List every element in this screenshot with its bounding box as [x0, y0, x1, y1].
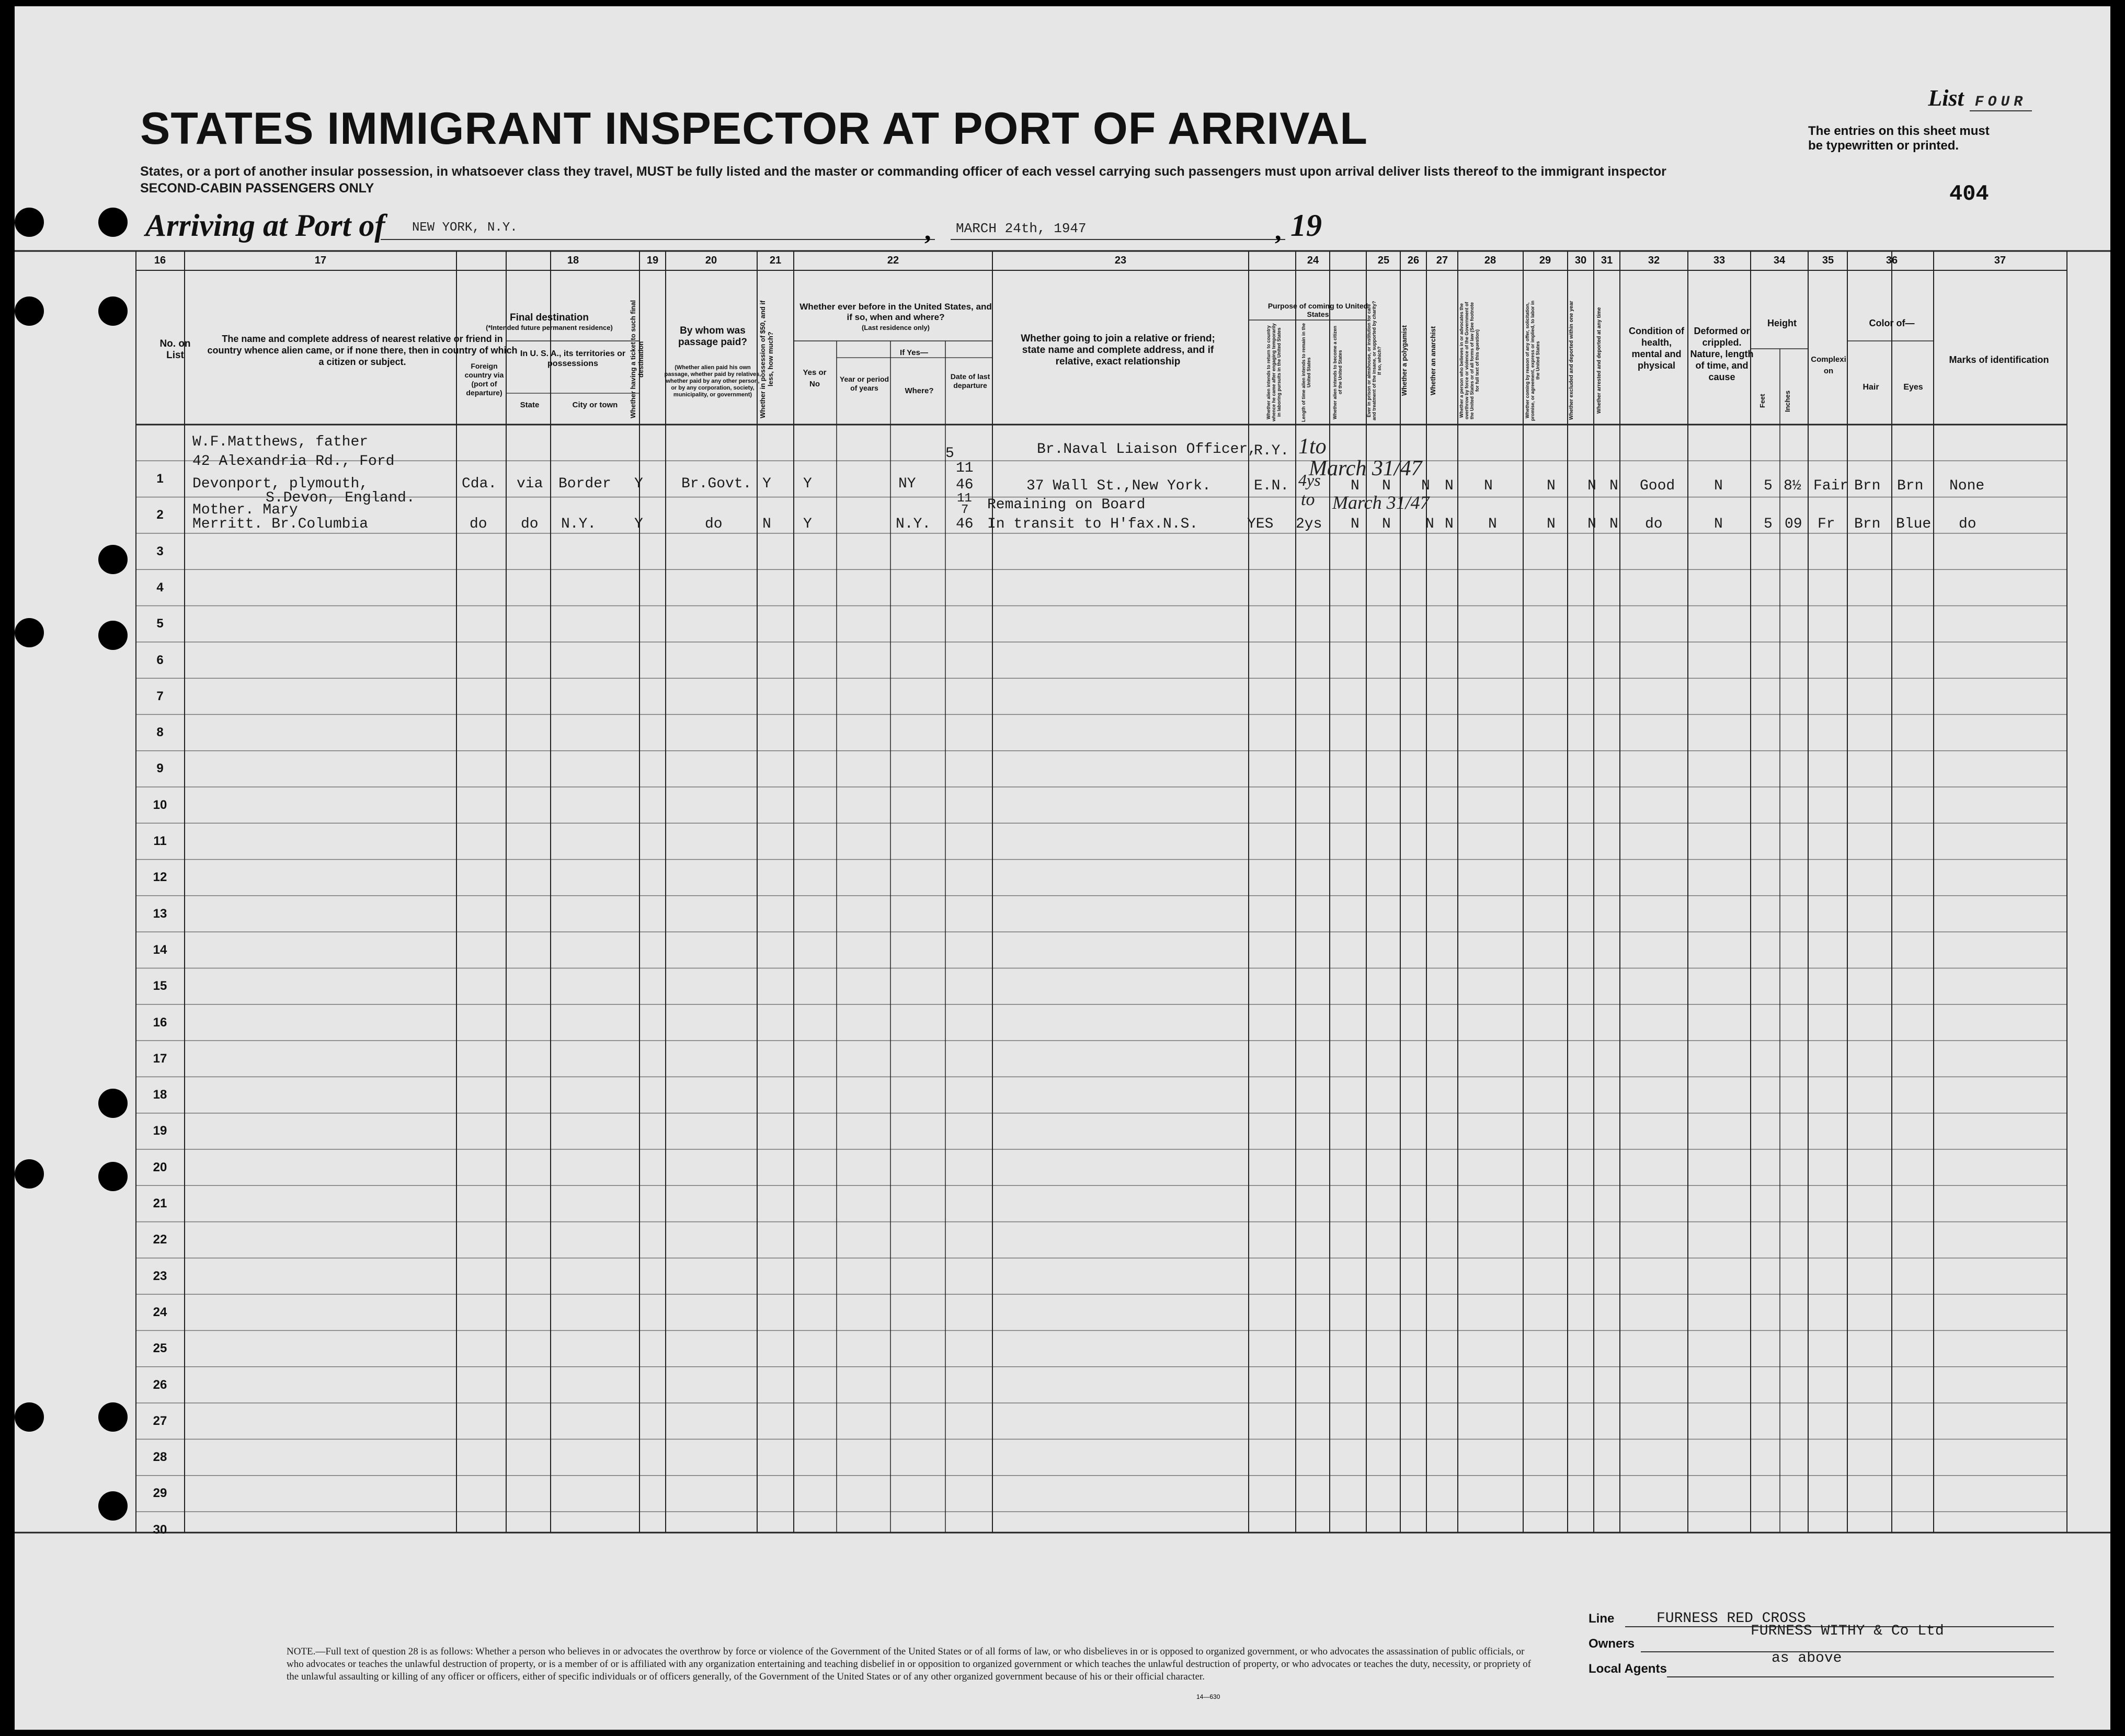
row-number: 26 — [153, 1377, 167, 1392]
column-number: 25 — [1377, 255, 1390, 266]
header-before-us: Whether ever before in the United States, and if so, when and where? — [799, 302, 992, 322]
header-col30: Whether excluded and deported within one year — [1569, 301, 1574, 420]
row-number: 18 — [153, 1088, 167, 1102]
header-nearest-relative: The name and complete address of nearest relative or friend in country whence alien came, or if none there, then in country of which a citizen or subject. — [207, 334, 518, 367]
column-number: 30 — [1574, 255, 1587, 266]
row-number: 19 — [153, 1124, 167, 1138]
row-number: 11 — [153, 834, 167, 848]
row-number: 22 — [153, 1232, 167, 1247]
row1-join-line2: 37 Wall St.,New York. — [1026, 478, 1211, 494]
row-number: 29 — [153, 1486, 167, 1501]
row2-inches: 09 — [1785, 516, 1802, 532]
column-number: 27 — [1436, 255, 1448, 266]
row-number: 8 — [156, 725, 164, 740]
arriving-label: Arriving at Port of — [145, 208, 385, 243]
row2-hair: Brn — [1854, 516, 1881, 532]
row1-feet: 5 — [1764, 478, 1773, 494]
row1-c30: N — [1587, 478, 1596, 494]
header-yes-or-no: Yes or No — [803, 368, 827, 389]
header-col27: Whether an anarchist — [1429, 326, 1437, 395]
row2-ticket: Y — [634, 516, 643, 532]
row-number: 14 — [153, 942, 167, 957]
row-number: 6 — [156, 653, 164, 667]
year-prefix: 19 — [1290, 208, 1322, 243]
row1-state: via — [517, 476, 543, 492]
row-number: 3 — [156, 544, 164, 558]
column-number: 26 — [1407, 255, 1420, 266]
row2-c25: N — [1351, 516, 1359, 532]
header-purpose: Purpose of coming to United States — [1267, 302, 1368, 318]
header-date-departure: Date of last departure — [950, 372, 990, 390]
header-col32: Condition of health, mental and physical — [1629, 326, 1684, 371]
row1-marks: None — [1949, 478, 1985, 494]
row2-state: do — [521, 516, 539, 532]
header-col36: Color of— — [1869, 318, 1915, 328]
form-subtitle: States, or a port of another insular possession, in whatsoever class they travel, MUST be fully listed and the master or commanding officer of each vessel carrying such passengers must upon arrival deliver lists thereof to the immigrant inspector SECOND-CABIN PASSENGERS ONLY — [140, 164, 1666, 196]
header-no-on-list: No. on List — [159, 338, 191, 361]
row-number: 13 — [153, 906, 167, 921]
row-number: 23 — [153, 1269, 167, 1283]
header-col33: Deformed or crippled. Nature, length of time, and cause — [1690, 326, 1754, 382]
column-number: 32 — [1648, 255, 1660, 266]
row2-c31: N — [1609, 516, 1618, 532]
row2-where: N.Y. — [896, 516, 931, 532]
row1-purpose-a2: E.N. — [1254, 478, 1289, 494]
row-number: 12 — [153, 870, 167, 885]
header-col37: Marks of identification — [1949, 355, 2049, 365]
row-number: 28 — [153, 1450, 167, 1465]
header-col29: Whether coming by reason of any offer, solicitation, promise, or agreement, express or implied, to labor in the United States — [1525, 300, 1540, 421]
row1-c28: N — [1484, 478, 1493, 494]
header-col25: Ever in prison or almshouse, or institution for care and treatment of the insane, or supported by charity? If so, which? — [1366, 301, 1382, 420]
column-number: 16 — [154, 255, 166, 266]
row2-marks: do — [1959, 516, 1977, 532]
row-number: 10 — [153, 797, 167, 812]
row1-hair: Brn — [1854, 478, 1881, 494]
row2-departure-b: 7 — [961, 503, 969, 517]
list-label: List FOUR — [1928, 85, 2032, 111]
row1-inches: 8½ — [1784, 478, 1801, 494]
column-number: 24 — [1307, 255, 1319, 266]
list-value: FOUR — [1970, 94, 2032, 111]
row2-purpose-a1: YES — [1247, 516, 1274, 532]
header-purpose-b: Length of time alien intends to remain in the United States — [1301, 323, 1311, 422]
column-number: 34 — [1773, 255, 1786, 266]
row1-purpose-a1: R.Y. — [1254, 443, 1289, 459]
column-number: 28 — [1484, 255, 1496, 266]
row-number: 21 — [153, 1196, 167, 1210]
footnote-q28: NOTE.—Full text of question 28 is as follows: Whether a person who believes in or advocates the overthrow by force or violence of the Government of the United States or of all forms of law, or who disbelieves in or is opposed to organized government, or who advocates the assassination of public officials, or who advocates or teaches the unlawful destruction of property, or is a member of or is affiliated with any organization entertaining and teaching disbelief in or opposition to organized government or which teaches the unlawful destruction of property, or who advocates or teaches the duty, necessity, or propriety of the unlawful assaulting or killing of any officer or officers, either of specific individuals or of officers generally, of the Government of the United States or of any other organized government because of his or their official character. — [287, 1646, 1531, 1682]
column-number: 17 — [314, 255, 327, 266]
row2-paid-by: do — [705, 516, 723, 532]
row1-relative-line2: 42 Alexandria Rd., Ford — [192, 453, 395, 470]
row1-city: Border — [558, 476, 611, 492]
port-value: NEW YORK, N.Y. — [412, 221, 518, 235]
row1-complexion: Fair — [1813, 478, 1849, 494]
row2-c27: N — [1425, 516, 1434, 532]
row1-relative-line1: W.F.Matthews, father — [192, 434, 369, 450]
row1-where: NY — [898, 476, 916, 492]
row-number: 27 — [153, 1413, 167, 1428]
row1-join-line1: Br.Naval Liaison Officer, — [1037, 441, 1257, 458]
row1-departure-b: 11 — [956, 460, 974, 476]
column-number: 29 — [1539, 255, 1551, 266]
column-number: 31 — [1601, 255, 1613, 266]
agents-label: Local Agents — [1589, 1662, 1667, 1676]
row1-paid-by: Br.Govt. — [681, 476, 752, 492]
owners-label: Owners — [1589, 1637, 1635, 1651]
header-join-relative: Whether going to join a relative or friend; state name and complete address, and if relative, exact relationship — [1021, 333, 1215, 367]
row2-purpose-hw1: to — [1301, 490, 1315, 509]
header-where: Where? — [905, 386, 934, 395]
row2-join-line1: Remaining on Board — [987, 497, 1146, 513]
row2-departure-c: 46 — [956, 516, 974, 532]
header-col35: Complexion — [1811, 355, 1846, 375]
header-before-us-note: (Last residence only) — [861, 324, 930, 332]
header-purpose-c: Whether alien intends to become a citizen of the United States — [1332, 325, 1343, 419]
header-eyes: Eyes — [1903, 383, 1923, 392]
header-col26: Whether a polygamist — [1400, 325, 1408, 396]
row2-c27b: N — [1445, 516, 1454, 532]
header-ticket: Whether having a ticket to such final destination — [629, 300, 645, 419]
column-number: 35 — [1822, 255, 1834, 266]
row-number: 30 — [153, 1522, 167, 1537]
row1-c29: N — [1547, 478, 1556, 494]
manifest-sheet: List FOUR STATES IMMIGRANT INSPECTOR AT PORT OF ARRIVAL The entries on this sheet must be typewritten or printed. States, or a port of another insular possession, in whatsoever class they travel, MUST be fully listed and the master or commanding officer of each vessel carrying such passengers must upon arrival deliver lists thereof to the immigrant inspector SECOND-CABIN PASSENGERS ONLY 404 Arriving at Port of NEW YORK, N.Y. , MARCH 24th, 1947 , 19 16 17 18 19 20 21 22 23 24 25 26 27 28 29 30 31 32 33 34 35 36 37 No. on List The name and complete address of nearest relative or friend in country whence alien came, or if none there, then in country of which a citizen or subject. Final destination (*Intended future permanent residence) Foreign country via (port of departure) In U. S. A., its territories or possessions State City or town Whether having a ticket to such final destination By whom was passage paid? (Whether alien paid his own passage, whether paid by relatives, whether paid by any other person, or by any corporation, society, municipality, or government) Whether in possession of $50, and if less, how much? Whether ever before in the United States, and if so, when and where? (Last residence only) Yes or No If Yes— Year or period of years Where? Date of last departure Whether going to join a relative or friend; state name and complete address, and if relative, exact relationship Purpose of coming to United States Whether alien intends to return to country whence he came after engaging temporarily in laboring pursuits in the United States Length of time alien intends to remain in the United States Whether alien intends to become a citizen of the United States Ever in prison or almshouse, or institution for care and treatment of the insane, or supported by charity? If so, which? Whether a polygamist Whether an anarchist Whether a person who believes in or advocates the overthrow by force or violence of the Government of the United States or of all forms of law (See footnote for full text of this question) Whether coming by reason of any offer, solicitation, promise, or agreement, express or implied, to labor in the United States Whether excluded and deported within one year Whether arrested and deported at any time Condition of health, mental and physical Deformed or crippled. Nature, length of time, and cause Height Feet Inches Complexion Color of— Hair Eyes Marks of identification 1 2 3 4 5 6 7 8 9 10 11 12 13 14 15 16 17 18 19 20 21 22 23 24 25 26 27 28 29 30 W.F.Matthews, father 42 Alexandria Rd., Ford Devonport, plymouth, S.Devon, England. Cda. via Border Y Br.Govt. Y Y NY 5 11 46 Br.Naval Liaison Officer, 37 Wall St.,New York. R.Y. E.N. 1to March 31/47 4ys N N N N N N N N Good N 5 8½ Fair Brn Brn None Mother. Mary Merritt. Br.Columbia do do N.Y. Y do N Y N.Y. 11 7 46 Remaining on Board In transit to H'fax.N.S. YES 2ys to March 31/47 N N N N N N N N do N 5 09 Fr Brn Blue do NOTE.—Full text of question 28 is as follows: Whether a person who believes in or advocates the overthrow by force or violence of the Government of the United States or of all forms of law, or who disbelieves in or is opposed to organized government, or who advocates the assassination of public officials, or who advocates or teaches the unlawful destruction of property, or is a member of or is affiliated with any organization entertaining and teaching disbelief in or opposition to organized government or which teaches the unlawful destruction of property, or who advocates or teaches the duty, necessity, or propriety of the unlawful assaulting or killing of any officer or officers, either of specific individuals or of officers generally, of the Government of the United States or of any other organized government because of his or their official character. 14—630 Line FURNESS RED CROSS Owners FURNESS WITHY & Co Ltd Local Agents as above — [15, 6, 2110, 1730]
row2-departure-a: 11 — [957, 492, 972, 506]
agents-value: as above — [1772, 1650, 1842, 1666]
column-number: 23 — [1114, 255, 1127, 266]
row1-money: Y — [762, 476, 771, 492]
row1-purpose-hw3: 4ys — [1298, 471, 1321, 489]
row2-c29: N — [1547, 516, 1556, 532]
entries-note: The entries on this sheet must be typewritten or printed. — [1808, 124, 1990, 153]
row-number: 20 — [153, 1160, 167, 1174]
header-inches: Inches — [1784, 390, 1791, 412]
row-number: 16 — [153, 1015, 167, 1030]
row2-c26: N — [1382, 516, 1391, 532]
header-final-destination-note: (*Intended future permanent residence) — [486, 324, 613, 332]
row1-eyes: Brn — [1897, 478, 1924, 494]
header-col31: Whether arrested and deported at any time — [1596, 307, 1602, 414]
row-number: 17 — [153, 1051, 167, 1066]
line-label: Line — [1589, 1612, 1615, 1626]
row-number: 4 — [156, 580, 164, 595]
row-number: 25 — [153, 1341, 167, 1356]
row1-departure-a: 5 — [945, 446, 954, 462]
header-state: State — [520, 401, 540, 409]
row2-before: Y — [803, 516, 812, 532]
header-year-period: Year or period of years — [839, 375, 889, 392]
row-number: 15 — [153, 979, 167, 993]
row1-purpose-hw1: 1to — [1298, 435, 1327, 459]
row2-join-line2: In transit to H'fax.N.S. — [987, 516, 1198, 532]
row2-deformed: N — [1714, 516, 1723, 532]
column-number: 18 — [567, 255, 579, 266]
row2-c30: N — [1587, 516, 1596, 532]
row1-foreign: Cda. — [462, 476, 497, 492]
header-passage-paid: By whom was passage paid? — [678, 325, 747, 348]
header-money: Whether in possession of $50, and if less, how much? — [759, 300, 774, 418]
line-value: FURNESS RED CROSS — [1656, 1611, 1806, 1627]
row1-c26: N — [1382, 478, 1391, 494]
row-number: 24 — [153, 1305, 167, 1319]
header-col34: Height — [1767, 318, 1797, 328]
row-number: 2 — [156, 508, 164, 522]
header-passage-note: (Whether alien paid his own passage, whether paid by relatives, whether paid by any other person, or by any corporation, society, municipality, or government) — [664, 364, 761, 398]
row-number: 1 — [156, 472, 164, 486]
header-city: City or town — [572, 401, 618, 409]
row1-c27b: N — [1445, 478, 1454, 494]
row2-relative-line1: Mother. Mary — [192, 502, 298, 518]
row-number: 9 — [156, 761, 164, 776]
row2-purpose-hw2: March 31/47 — [1332, 492, 1430, 513]
date-value: MARCH 24th, 1947 — [956, 221, 1087, 236]
header-feet: Feet — [1758, 394, 1766, 408]
row1-before: Y — [803, 476, 812, 492]
row2-eyes: Blue — [1896, 516, 1932, 532]
column-number: 37 — [1994, 255, 2006, 266]
column-number: 21 — [769, 255, 782, 266]
row1-ticket: Y — [634, 476, 643, 492]
row2-health: do — [1645, 516, 1663, 532]
column-number: 20 — [705, 255, 717, 266]
header-hair: Hair — [1863, 383, 1879, 392]
row2-feet: 5 — [1764, 516, 1773, 532]
column-number: 22 — [887, 255, 899, 266]
column-number: 36 — [1886, 255, 1898, 266]
row1-deformed: N — [1714, 478, 1723, 494]
row-number: 7 — [156, 689, 164, 703]
header-if-yes: If Yes— — [900, 348, 928, 357]
row2-purpose-a2: 2ys — [1296, 516, 1322, 532]
row1-departure-c: 46 — [956, 477, 974, 493]
row2-city: N.Y. — [561, 516, 597, 532]
header-foreign-country: Foreign country via (port of departure) — [464, 362, 504, 397]
form-title: STATES IMMIGRANT INSPECTOR AT PORT OF ARRIVAL — [140, 104, 1368, 154]
row1-purpose-hw2: March 31/47 — [1309, 456, 1422, 481]
header-purpose-a: Whether alien intends to return to country whence he came after engaging temporarily in laboring pursuits in the United States — [1266, 323, 1282, 421]
row1-relative-line4: S.Devon, England. — [266, 490, 415, 506]
row1-health: Good — [1640, 478, 1675, 494]
row1-relative-line3: Devonport, plymouth, — [192, 476, 369, 492]
row1-c31: N — [1609, 478, 1618, 494]
row2-money: N — [762, 516, 771, 532]
row-number: 5 — [156, 616, 164, 631]
row2-complexion: Fr — [1818, 516, 1835, 532]
header-col28: Whether a person who believes in or advocates the overthrow by force or violence of the Government of the United States or of all forms of law (See footnote for full text of this question) — [1459, 302, 1480, 419]
row2-c28: N — [1488, 516, 1497, 532]
row2-relative-line2: Merritt. Br.Columbia — [192, 516, 369, 532]
sheet-number: 404 — [1949, 181, 1989, 207]
header-final-destination: Final destination — [510, 312, 589, 323]
owners-value: FURNESS WITHY & Co Ltd — [1751, 1623, 1944, 1639]
row1-c27: N — [1421, 478, 1430, 494]
column-number: 33 — [1713, 255, 1726, 266]
form-code: 14—630 — [1196, 1693, 1220, 1700]
row1-c25: N — [1351, 478, 1359, 494]
header-in-usa: In U. S. A., its territories or possessions — [520, 349, 626, 368]
row2-foreign: do — [470, 516, 487, 532]
column-number: 19 — [646, 255, 659, 266]
